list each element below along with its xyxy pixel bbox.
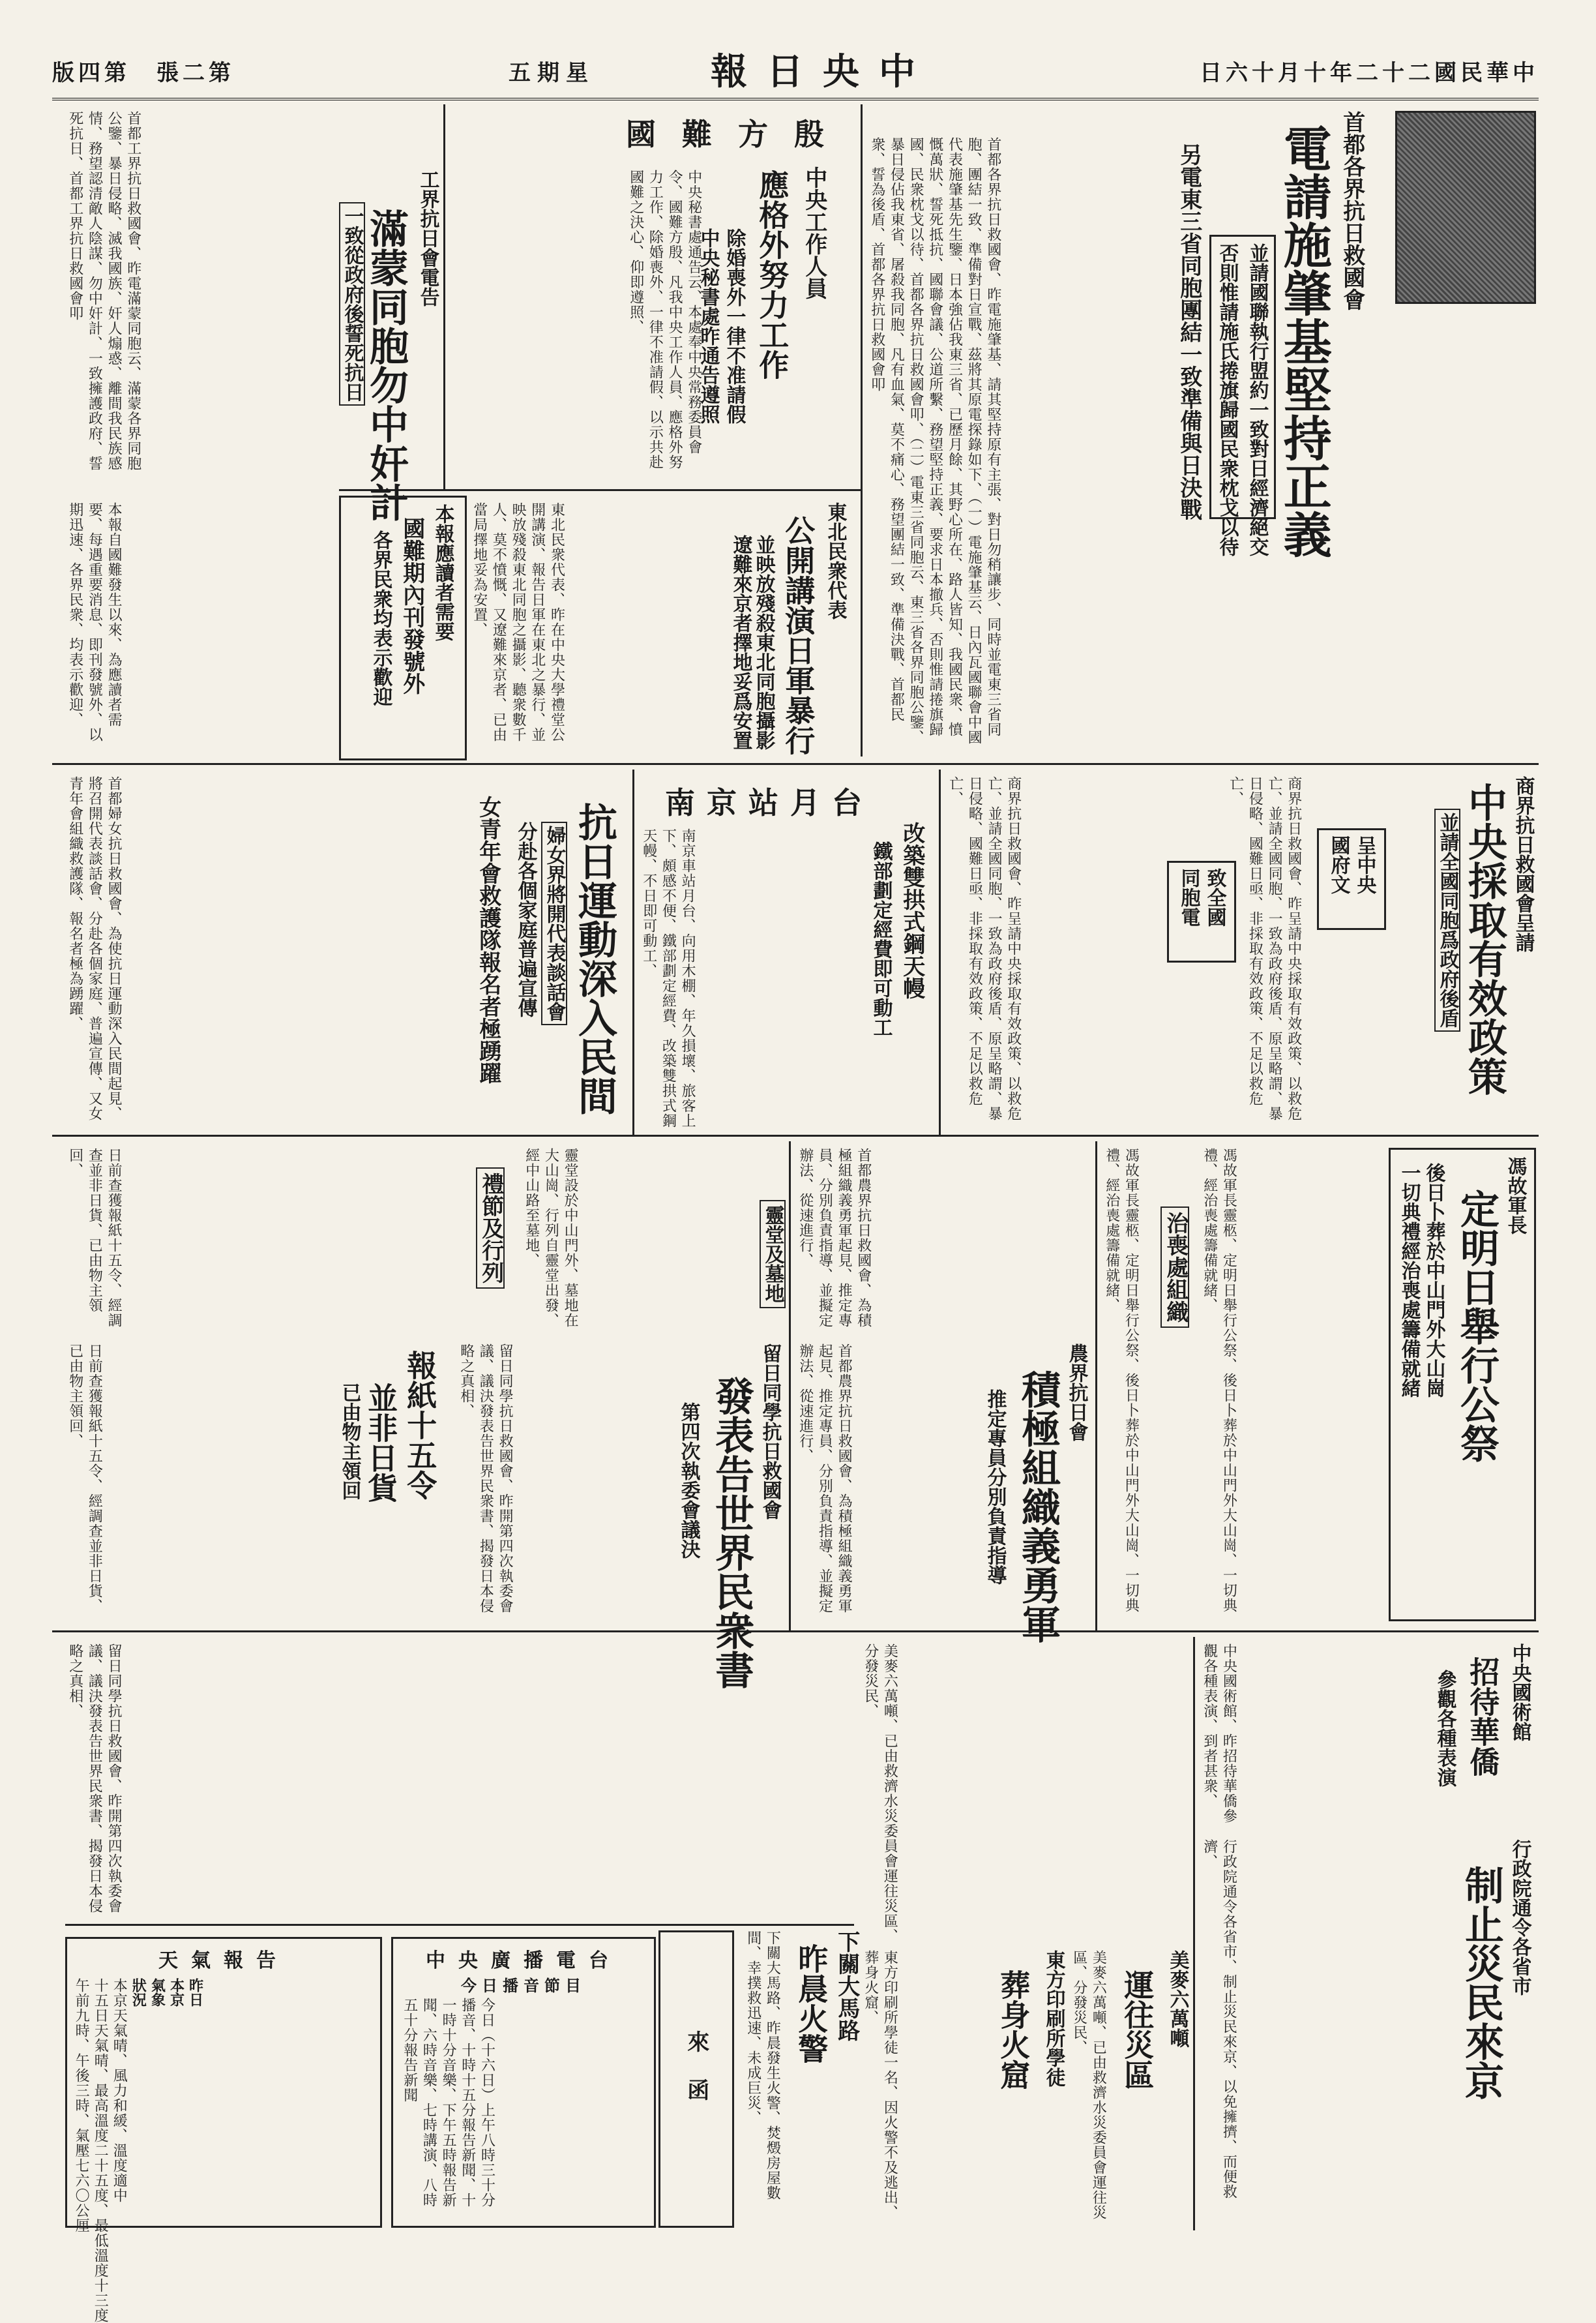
- goods-deck: 並非日貨: [363, 1383, 399, 1503]
- refugee-headline: 制止災民來京: [1458, 1865, 1504, 2100]
- farmers-kicker: 農界抗日會: [1065, 1343, 1088, 1441]
- central-deck: 並請全國同胞爲政府後盾: [1434, 809, 1460, 1032]
- overseas-sub: 參觀各種表演: [1433, 1670, 1456, 1787]
- women-sub: 女青年會救護隊報名者極踴躍: [475, 796, 501, 1084]
- guards-headline: 禮節及行列: [476, 1167, 505, 1289]
- column-divider: [861, 104, 863, 757]
- fire2-kicker: 東方印刷所學徒: [1042, 1950, 1065, 2087]
- column-divider: [1193, 1637, 1195, 2230]
- weather-header: 狀況: [130, 1978, 147, 2007]
- weather-row: 午前九時、午後三時、氣壓七六〇公厘: [73, 1978, 90, 2233]
- women-body: 首都婦女抗日救國會、為使抗日運動深入民間起見、將召開代表談話會、分赴各個家庭、普遍宣傳、又女青年會組織救護隊、報名者極為踴躍、: [66, 776, 123, 1121]
- lead-deck-1: 並請國聯執行盟約一致對日經濟絕交: [1245, 243, 1269, 556]
- women-headline: 抗日運動深入民間: [572, 802, 617, 1115]
- weather-row: 本京天氣晴、風力和緩、溫度適中: [111, 1978, 128, 2203]
- farmers-sub: 推定專員分別負責指導: [983, 1389, 1007, 1585]
- wheat-headline: 運往災區: [1119, 1970, 1155, 2090]
- overseas-kicker: 中央國術館: [1508, 1643, 1531, 1741]
- northeast-deck: 並映放殘殺東北同胞攝影: [752, 535, 775, 750]
- women-deck-2: 分赴各個家庭普遍宣傳: [514, 822, 537, 1017]
- refugee-body: 行政院通令各省市、制止災民來京、以免擁擠、而便救濟、: [1201, 1839, 1237, 2199]
- northeast-body: 東北民衆代表、昨在中央大學禮堂公開講演、報告日軍在東北之暴行、並映放殘殺東北同胞之攝影、聽衆數千人、莫不憤慨、又遼難來京者、已由當局擇地妥為安置、: [471, 502, 565, 742]
- refugee-kicker: 行政院通令各省市: [1508, 1839, 1531, 1996]
- cult-kicker-4: 同胞電: [1177, 868, 1200, 927]
- weather-header: 昨日: [186, 1978, 204, 2007]
- lead-body: 首都各界抗日救國會、昨電施肇基、請其堅持原有主張、對日勿稍讓步、同時並電東三省同胞、團結一致、準備對日宣戰、茲將其原電探錄如下、（一）電施肇基云、日內瓦國聯會中國代表施肇基先生鑒、日本強佔我東三省、已歷月餘、其野心所在、路人皆知、我國民衆、憤慨萬狀、誓死抵抗、國聯會議、公道所繫、務望堅持正義、要求日本撤兵、否則惟請捲旗歸國、民衆枕戈以待、首都各界抗日救國會叩、（二）電東三省同胞云、東三省各界同胞公鑒、暴日侵佔我東省、屠殺我同胞、凡有血氣、莫不痛心、務望團結一致、準備決戰、首都民衆、誓為後盾、首都各界抗日救國會叩: [868, 137, 1001, 745]
- ad-text: 來函: [683, 2030, 709, 2127]
- guards-body: 靈堂設於中山門外、墓地在大山崗、行列自靈堂出發、經中山路至墓地、: [523, 1148, 579, 1328]
- journal-body: 本報自國難發生以來、為應讀者需要、每遇重要消息、即刊發號外、以期迅速、各界民衆、均表示歡迎、: [66, 502, 123, 742]
- journal-box: [339, 496, 467, 760]
- lead-headline: 電請施肇基堅持正義: [1275, 124, 1332, 558]
- cult-box-1: [1317, 828, 1386, 930]
- funeral-box: [1389, 1148, 1536, 1621]
- masthead: [52, 39, 1539, 100]
- central-headline: 中央採取有效政策: [1462, 783, 1507, 1096]
- section-divider: [65, 1924, 854, 1926]
- pilot-sub: 中央工作人員: [801, 166, 827, 299]
- fire1-headline: 下關大馬路: [833, 1930, 860, 2041]
- funeral-kicker: 馮故軍長: [1503, 1156, 1527, 1235]
- wheat-kicker: 美麥六萬噸: [1166, 1950, 1189, 2048]
- goods-headline: 報紙十五令: [402, 1350, 438, 1500]
- section-divider: [339, 489, 861, 491]
- broadcast-body: 今日（十六日）上午八時三十分播音、十時十五分報告新聞、十一時十分音樂、下午五時報告新聞、六時音樂、七時講演、八時五十分報告新聞: [401, 1998, 495, 2208]
- compat-sub: 一致從政府後誓死抗日: [339, 202, 365, 406]
- lead-sub: 另電東三省同胞團結一致準備與日決戰: [1175, 143, 1202, 520]
- weekday-label: 五期星: [509, 60, 595, 86]
- funeral-deck: 後日卜葬於中山門外大山崗: [1422, 1163, 1445, 1398]
- newspaper-page: [52, 39, 1539, 2323]
- section-emblem: [1395, 111, 1536, 304]
- column-divider: [789, 1141, 791, 1630]
- central-body-cont: 商界抗日救國會、昨呈請中央採取有效政策、以救危亡、並請全國同胞、一致為政府後盾、原呈略謂、暴日侵略、國難日亟、非採取有效政策、不足以救危亡、: [947, 776, 1022, 1121]
- fire1-deck: 昨晨火警: [793, 1943, 829, 2063]
- funeral-headline: 定明日舉行公祭: [1454, 1189, 1500, 1463]
- northeast-kicker: 東北民衆代表: [823, 502, 847, 620]
- broadcast-sub: 今日播音節目: [461, 1976, 586, 1995]
- journal-sub: 各界民衆均表示歡迎: [369, 530, 392, 706]
- farmers-headline: 積極組織義勇軍: [1015, 1370, 1061, 1643]
- column-divider: [443, 104, 445, 489]
- lead-deck-box: [1209, 235, 1276, 556]
- compat-kicker: 工界抗日會電告: [416, 170, 439, 307]
- column-divider: [632, 770, 634, 1135]
- weather-table: [74, 1978, 203, 2323]
- funeral-body: 馮故軍長靈柩、定明日舉行公祭、後日卜葬於中山門外大山崗、一切典禮、經治喪處籌備就緒、: [1201, 1148, 1237, 1613]
- funeral-deck-2: 一切典禮經治喪處籌備就緒: [1397, 1163, 1421, 1398]
- pilot-headline: 國難方殷: [626, 117, 850, 152]
- weather-row: 十五日天氣晴、最高溫度二十五度、最低溫度十三度: [92, 1978, 109, 2323]
- station-deck: 改築雙拱式鋼天幔: [898, 822, 925, 999]
- cult-kicker-2: 國府文: [1327, 835, 1350, 894]
- pilot-body: 中央秘書處通告云、本處奉中央常務委員會令、國難方殷、凡我中央工作人員、應格外努力工作、除婚喪外、一律不准請假、以示共赴國難之決心、仰即遵照、: [627, 170, 702, 470]
- pilot-note-1: 除婚喪外一律不准請假: [722, 228, 746, 424]
- goods-sub: 已由物主領回: [338, 1383, 361, 1500]
- cult-kicker-1: 呈中央: [1353, 835, 1376, 894]
- column-divider: [1095, 1141, 1097, 1630]
- wheat-body: 美麥六萬噸、已由救濟水災委員會運往災區、分發災民、: [862, 1643, 898, 1943]
- weather-title: 天氣報告: [158, 1949, 289, 1972]
- funeral-body-cont: 馮故軍長靈柩、定明日舉行公祭、後日卜葬於中山門外大山崗、一切典禮、經治喪處籌備就緒、: [1103, 1148, 1140, 1613]
- weather-header: 本京: [168, 1978, 185, 2007]
- northeast-deck-2: 遼難來京者擇地妥爲安置: [729, 535, 752, 750]
- fire2-headline: 葬身火窟: [996, 1970, 1031, 2090]
- compat-body: 首都工界抗日救國會、昨電滿蒙同胞云、滿蒙各界同胞公鑒、暴日侵略、滅我國族、奸人煽惑、離間我民族感情、務望認清敵人陰謀、勿中奸計、一致擁護政府、誓死抗日、首都工界抗日救國會叩: [66, 111, 141, 471]
- students-sub: 第四次執委會議決: [677, 1402, 700, 1559]
- column-divider: [939, 770, 941, 1135]
- overseas-headline: 招待華僑: [1465, 1656, 1501, 1776]
- goods-body-cont: 日前查獲報紙十五令、經調查並非日貨、已由物主領回、: [66, 1343, 103, 1613]
- date-label: 日六十月十年二十二國民華中: [1200, 60, 1539, 86]
- fire1-body: 下關大馬路、昨晨發生火警、焚燬房屋數間、幸撲救迅速、未成巨災、: [745, 1930, 781, 2200]
- journal-headline: 國難期內刊發號外: [398, 517, 425, 695]
- central-body: 商界抗日救國會、昨呈請中央採取有效政策、以救危亡、並請全國同胞、一致為政府後盾、原呈略謂、暴日侵略、國難日亟、非採取有效政策、不足以救危亡、: [1227, 776, 1302, 1121]
- lead-deck-2: 否則惟請施氏捲旗歸國民衆枕戈以待: [1215, 243, 1239, 556]
- station-sub: 鐵部劃定經費即可動工: [869, 841, 893, 1037]
- funeral-sub: 治喪處組織: [1160, 1206, 1189, 1328]
- weather-box: [65, 1937, 382, 2323]
- lead-kicker: 首都各界抗日救國會: [1338, 111, 1365, 310]
- station-headline: 南京站月台: [665, 785, 874, 820]
- section-divider: [52, 763, 1539, 765]
- cult-box-2: [1167, 861, 1236, 963]
- compat-headline: 滿蒙同胞勿中奸計: [363, 209, 409, 522]
- wheat-body-cont: 美麥六萬噸、已由救濟水災委員會運往災區、分發災民、: [1071, 1950, 1107, 2220]
- section-divider: [52, 1630, 1539, 1632]
- central-kicker: 商界抗日救國會呈請: [1511, 776, 1535, 952]
- women-deck: 婦女界將開代表談話會: [541, 822, 567, 1025]
- journal-kicker: 本報應讀者需要: [431, 504, 454, 641]
- weather-header: 氣象: [149, 1978, 166, 2007]
- farmers-body-cont: 首都農界抗日救國會、為積極組織義勇軍起見、推定專員、分別負責指導、並擬定辦法、從速進行、: [797, 1343, 853, 1613]
- goods-body: 日前查獲報紙十五令、經調查並非日貨、已由物主領回、: [66, 1148, 123, 1328]
- cult-kicker-3: 致全國: [1203, 868, 1226, 927]
- guards-sub: 靈堂及墓地: [760, 1200, 786, 1308]
- northeast-headline: 公開講演日軍暴行: [780, 515, 816, 755]
- overseas-body: 中央國術館、昨招待華僑參觀各種表演、到者甚衆、: [1201, 1643, 1237, 1823]
- farmers-body: 首都農界抗日救國會、為積極組織義勇軍起見、推定專員、分別負責指導、並擬定辦法、從速進行、: [797, 1148, 872, 1328]
- fire2-body: 東方印刷所學徒一名、因火警不及逃出、葬身火窟、: [862, 1950, 898, 2220]
- bottom-body: 留日同學抗日救國會、昨開第四次執委會議、議決發表告世界民衆書、揭發日本侵略之真相、: [66, 1643, 123, 1913]
- ad-box: [658, 1930, 734, 2228]
- pilot-deck: 應格外努力工作: [754, 170, 790, 380]
- students-kicker: 留日同學抗日救國會: [758, 1343, 782, 1520]
- broadcast-box: [391, 1937, 656, 2228]
- students-headline: 發表告世界民衆書: [709, 1376, 754, 1689]
- pilot-note-2: 中央秘書處昨通告遵照: [696, 228, 720, 424]
- newspaper-title: 報日央中: [711, 50, 935, 93]
- section-divider: [52, 1135, 1539, 1137]
- broadcast-title: 中央廣播電台: [426, 1949, 621, 1972]
- students-body: 留日同學抗日救國會、昨開第四次執委會議、議決發表告世界民衆書、揭發日本侵略之真相、: [458, 1343, 514, 1613]
- station-body: 南京車站月台、向用木棚、年久損壞、旅客上下、頗感不便、鐵部劃定經費、改築雙拱式鋼天幔、不日即可動工、: [640, 828, 696, 1128]
- edition-label: 版四第 張二第: [52, 60, 235, 86]
